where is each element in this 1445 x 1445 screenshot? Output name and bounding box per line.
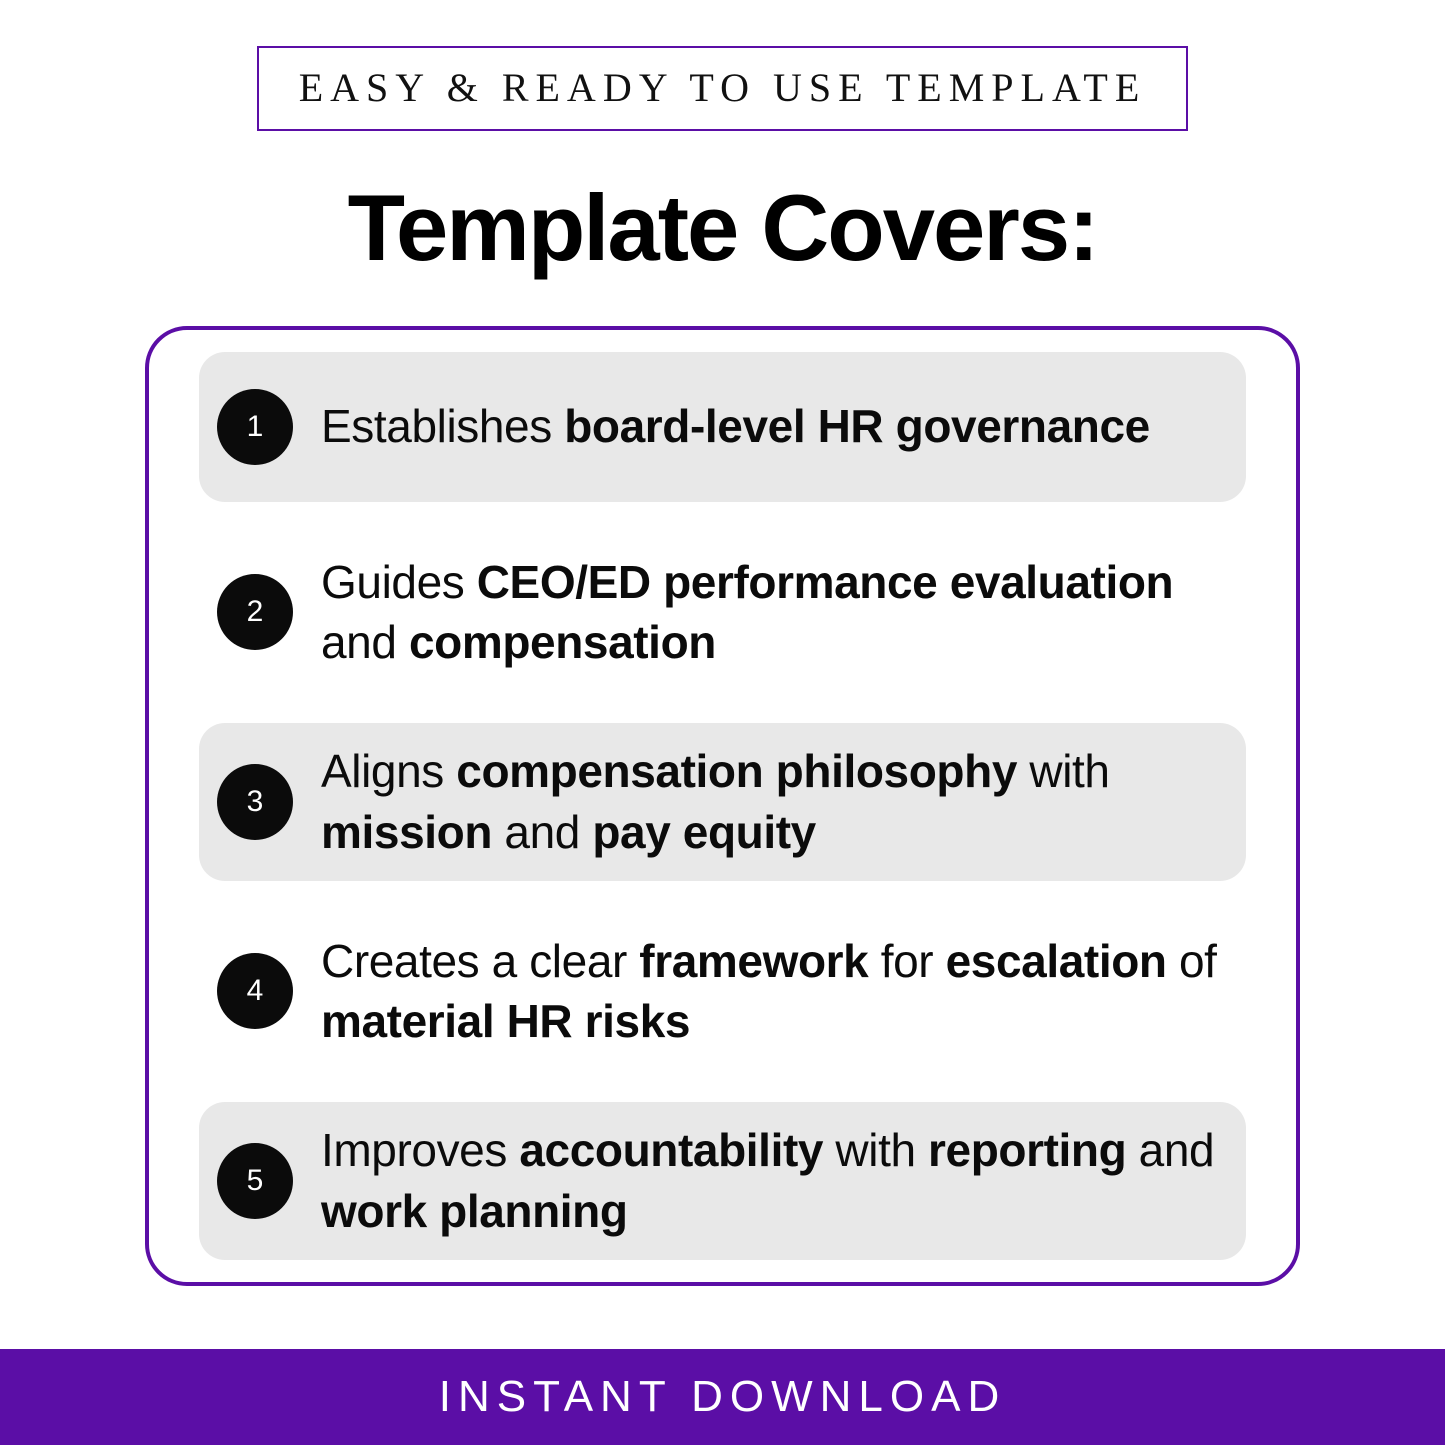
list-item-number-badge: 1 [217,389,293,465]
list-item [199,352,1246,502]
list-item [199,534,1246,691]
list-item [199,723,1246,880]
list-item-number-badge: 2 [217,574,293,650]
covers-list-card [145,326,1300,1286]
eyebrow-label: EASY & READY TO USE TEMPLATE [298,65,1147,110]
list-item [199,1102,1246,1259]
list-item-number-badge: 3 [217,764,293,840]
footer-label: INSTANT DOWNLOAD [438,1372,1007,1421]
footer-bar [0,1349,1445,1445]
list-item-text: Creates a clear framework for escalation of material HR risks [321,934,1217,1048]
eyebrow-badge [257,46,1189,131]
page-title: Template Covers: [347,175,1098,280]
list-item-number-badge: 5 [217,1143,293,1219]
list-item-number-badge: 4 [217,953,293,1029]
list-item-text: Improves accountability with reporting and work planning [321,1124,1215,1237]
list-item [199,913,1246,1070]
list-item-text: Aligns compensation philosophy with mission and pay equity [321,745,1110,858]
list-item-text: Establishes board-level HR governance [321,400,1150,453]
covers-list [149,352,1296,1260]
list-item-text: Guides CEO/ED performance evaluation and compensation [321,555,1174,669]
